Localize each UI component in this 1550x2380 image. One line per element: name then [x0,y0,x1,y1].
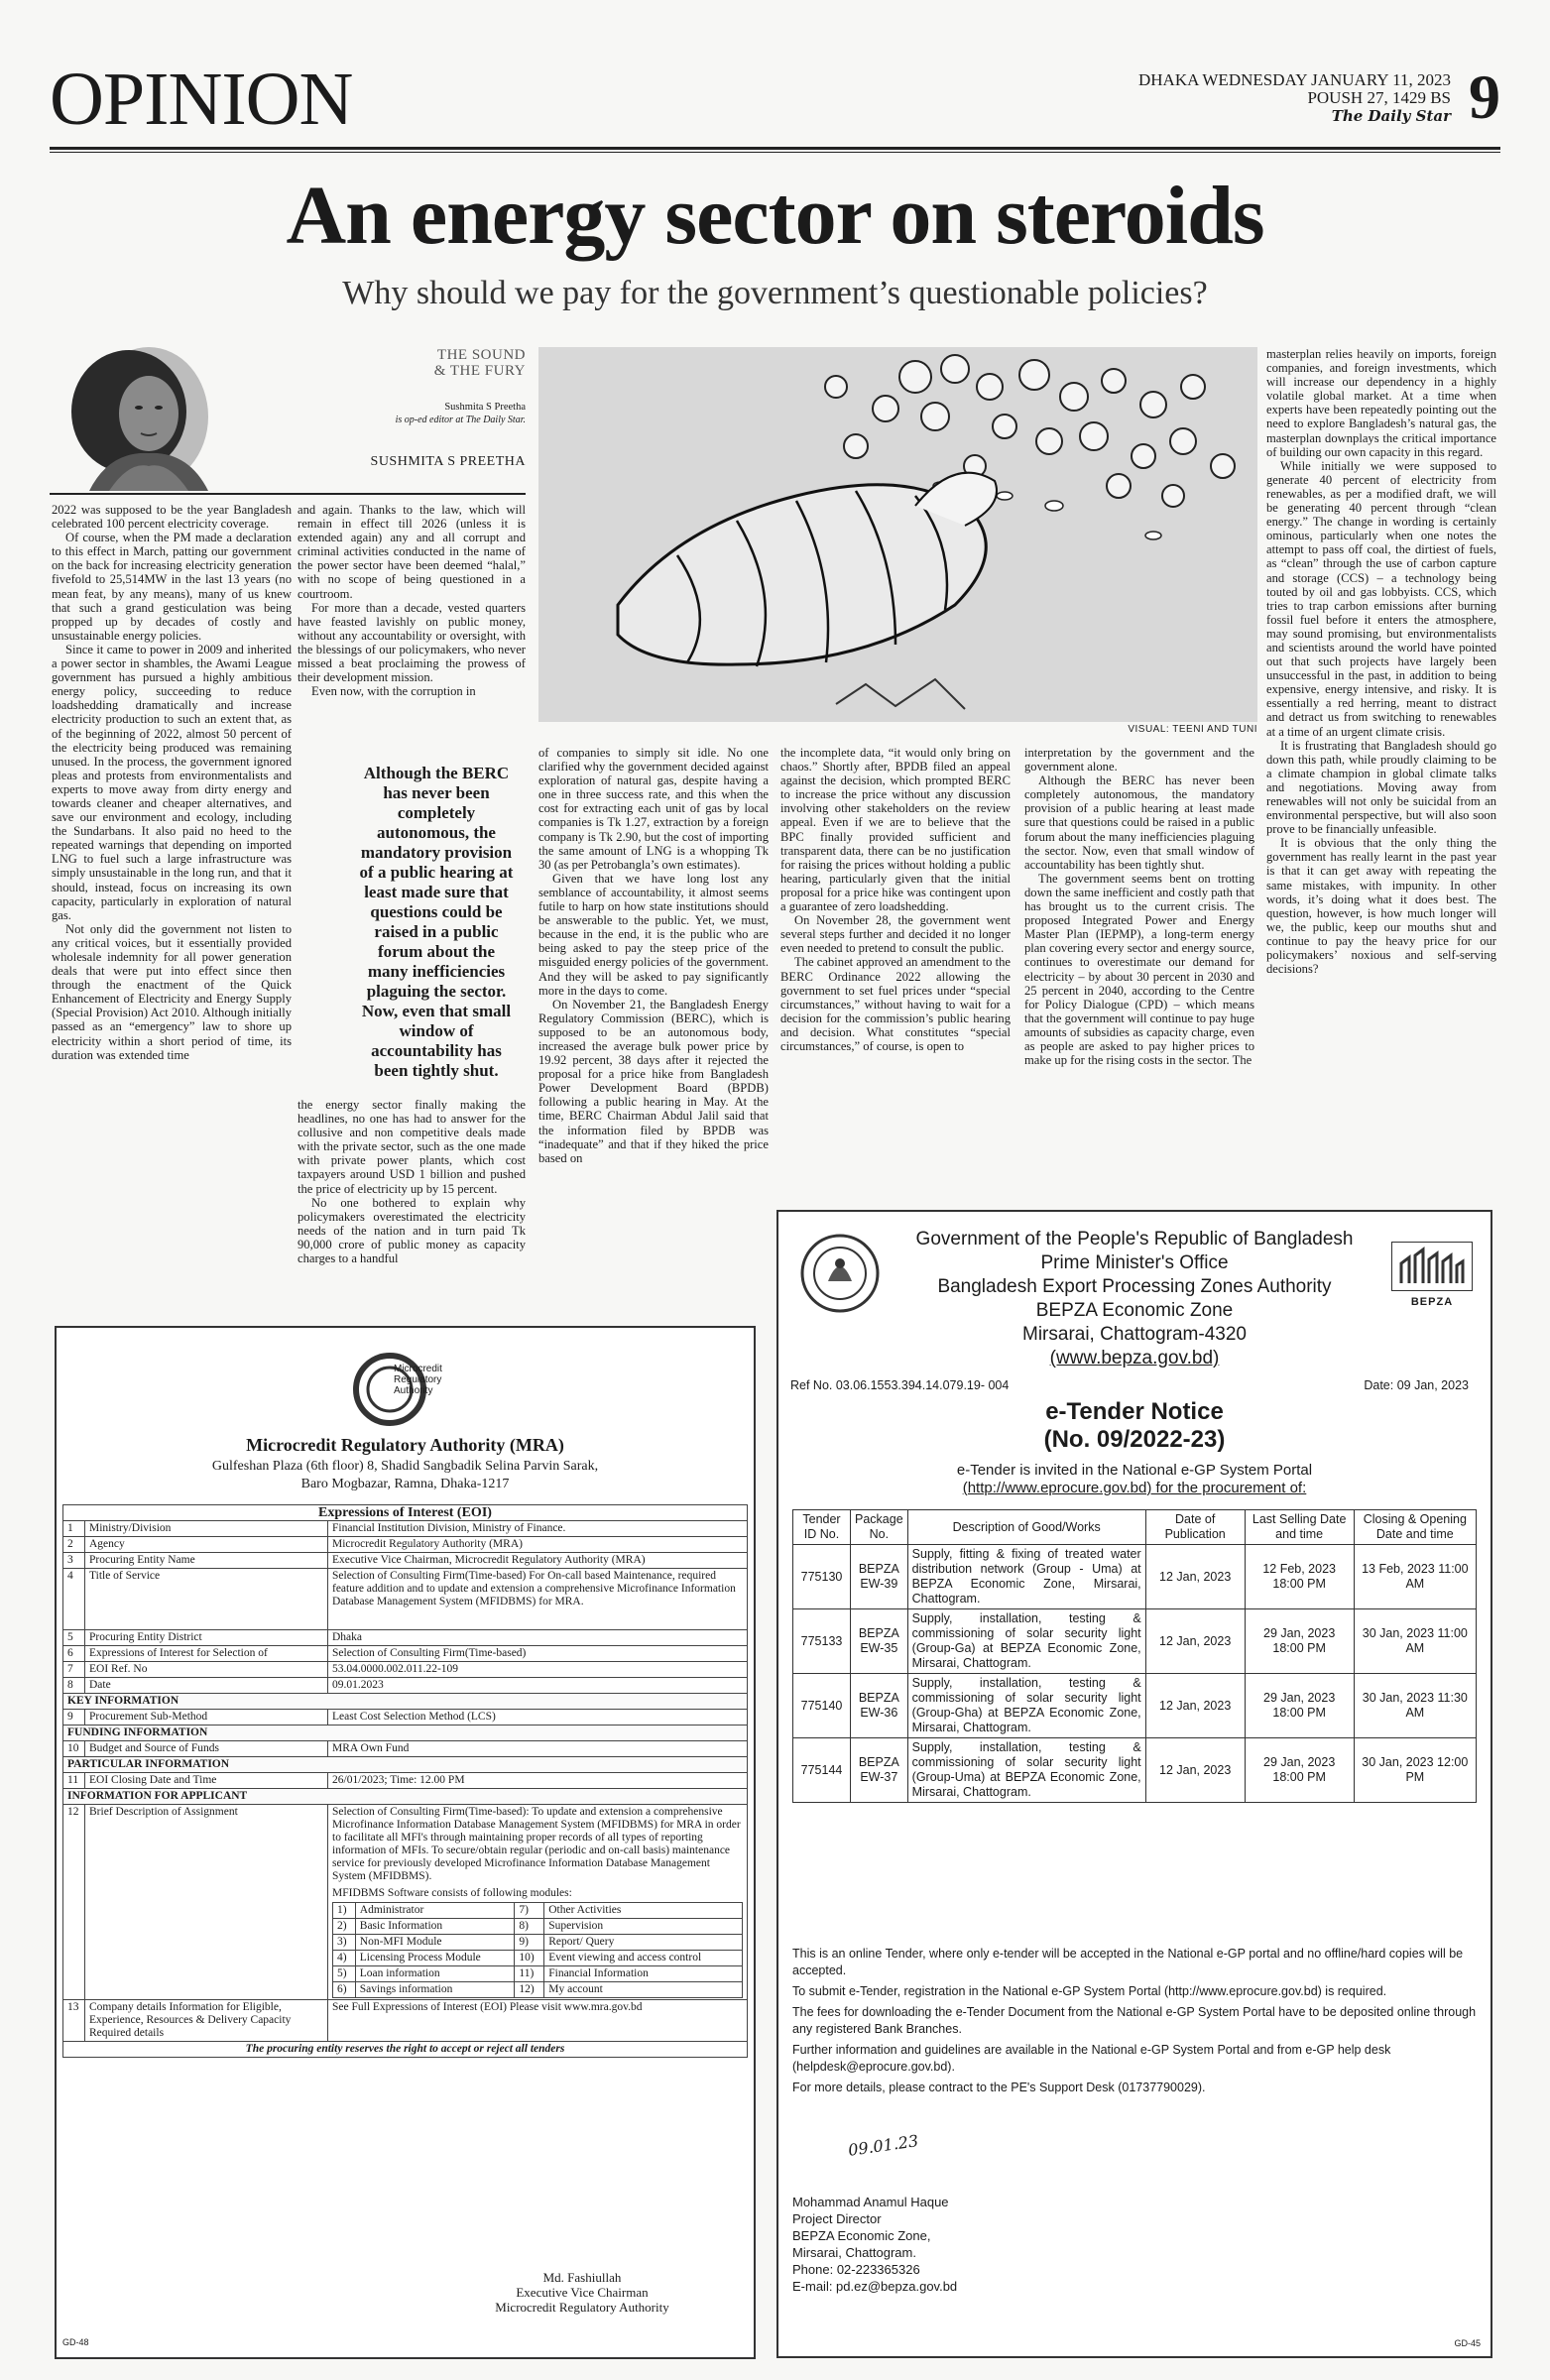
illustration [538,347,1257,722]
paragraph: Although the BERC has never been completely autonomous, the mandatory provision of a public hearing at least made sure that questions could be raised in a public forum about the many inefficiencies plaguing the sector. Now, even that small window of accountability has been tightly shut. [1024,774,1254,872]
paragraph: On November 28, the government went several steps further and decided it no longer even needed to pretend to consult the public. [780,913,1011,956]
paragraph: On November 21, the Bangladesh Energy Regulatory Commission (BERC), which is supposed to be an autonomous body, increased the average bulk power price by 19.92 percent, 38 days after it rejected the proposal for a price hike from Bangladesh Power Development Board (BPDB) following a public hearing in May. At the time, BERC Chairman Abdul Jalil said that the information filed by BPDB was “inadequate” and that if they hiked the price based on [538,997,769,1165]
ref-number: Ref No. 03.06.1553.394.14.079.19- 004 [790,1378,1010,1392]
table-row: 775144 BEPZA EW-37 Supply, installation, testing & commissioning of solar security light (Group-Uma) at BEPZA Economic Zone, Mirsarai, Chattogram. 12 Jan, 2023 29 Jan, 2023 18:00 PM 30 Jan, 2023 12:00 PM [793,1738,1477,1803]
table-row: 12 Brief Description of Assignment Selection of Consulting Firm(Time-based): To update and extension a comprehensive Microfinance Information Database Management System (MFIDBMS) for MRA in order to facilitate all MFI's through maintaining proper records of all types of reporting information of MFIs. To secure/obtain regular (periodic and on-call basis) maintenance service for previously developed Microfinance Information Database Management System (MFIDBMS). MFIDBMS Software consists of following modules: 1) Administrator 7) Other Activities 2) Basic Information 8) Supervision 3) Non-MFI Module 9) Report/ Query 4) Licensing Process Module 10) Event viewing and access control 5) Loan information 11) Financial Information 6) Savings information 12) My account [63,1805,748,2000]
table-row: 3 Procuring Entity Name Executive Vice Chairman, Microcredit Regulatory Authority (MRA) [63,1553,748,1569]
table-row: 4 Title of Service Selection of Consulting Firm(Time-based) For On-call based Maintenance, required feature addition and to update and extension a comprehensive Microfinance Information Database Management System (MFIDBMS) for MRA. [63,1569,748,1630]
bepza-signatory: Mohammad Anamul Haque Project Director BEPZA Economic Zone, Mirsarai, Chattogram. Phone: 02-223365326 E-mail: pd.ez@bepza.gov.bd [792,2195,958,2294]
author-photo [50,342,248,491]
table-row: 5 Procuring Entity District Dhaka [63,1630,748,1646]
table-row: 775130 BEPZA EW-39 Supply, fitting & fixing of treated water distribution network (Group - Uma) at BEPZA Economic Zone, Mirsarai, Chattogram. 12 Jan, 2023 12 Feb, 2023 18:00 PM 13 Feb, 2023 11:00 AM [793,1545,1477,1609]
table-row: 9 Procurement Sub-Method Least Cost Selection Method (LCS) [63,1710,748,1726]
invitation: e-Tender is invited in the National e-GP System Portal (http://www.eprocure.gov.bd) for the procurement of: [956,1462,1313,1496]
mra-address-1: Gulfeshan Plaza (6th floor) 8, Shadid Sangbadik Selina Parvin Sarak, [211,1459,599,1474]
table-header-row: Tender ID No. Package No. Description of Good/Works Date of Publication Last Selling Date and time Closing & Opening Date and time [793,1510,1477,1545]
table-row: 6 Expressions of Interest for Selection of Selection of Consulting Firm(Time-based) [63,1646,748,1662]
author-name: SUSHMITA S PREETHA [370,454,526,469]
table-row: 13 Company details Information for Eligible, Experience, Resources & Delivery Capacity Required details See Full Expressions of Interest (EOI) Please visit www.mra.gov.bd [63,2000,748,2042]
page-number: 9 [1469,61,1500,132]
paragraph: While initially we were supposed to generate 40 percent of electricity from renewables, as per a modified draft, we will be generating 40 percent through “clean energy.” The change in wording is certainly ominous, particularly when one notes the attempt to pass off coal, the dirtiest of fuels, as “clean” through the use of carbon capture and storage (CCS) – a technology being touted by oil and gas lobbyists. CCS, which tries to trap carbon emissions after burning fossil fuel before it enters the atmosphere, may sound promising, but environmentalists and scientists around the world have pointed out that such projects have largely been unsuccessful in the past, in addition to being expensive, energy intensive, and risky. It is essentially a red herring, meant to distract and detract us from switching to renewables at a time of an urgent climate crisis. [1266,458,1496,739]
paragraph: masterplan relies heavily on imports, foreign companies, and foreign investments, which will increase our dependency in a highly volatile global market. At a time when experts have been repeatedly pointing out the need to explore Bangladesh’s natural gas, the masterplan downplays the critical importance of building our own capacity in this regard. [1266,347,1496,459]
bepza-header: Government of the People's Republic of Bangladesh Prime Minister's Office Bangladesh Export Processing Zones Authority BEPZA Economic Zone Mirsarai, Chattogram-4320 (www.bepza.gov.bd) [915,1229,1354,1368]
notice-title: e-Tender Notice (No. 09/2022-23) [1043,1398,1226,1453]
notice-date: Date: 09 Jan, 2023 [1364,1378,1469,1392]
mra-address-2: Baro Mogbazar, Ramna, Dhaka-1217 [300,1477,510,1491]
visual-credit: VISUAL: TEENI AND TUNI [1128,724,1257,735]
signature: 09.01.23 [847,2131,920,2160]
paragraph: of companies to simply sit idle. No one clarified why the government decided against exploration of natural gas, despite having a one in three success rate, and this when the cost for extracting each unit of gas by local companies is Tk 1.27, extraction by a foreign company is Tk 2.90, but the cost of importing the same amount of LNG is a whopping Tk 30 (as per Petrobangla’s own estimates). [538,746,769,872]
section-title: OPINION [50,58,353,141]
tender-table [792,1509,1477,1803]
modules-table: 1) Administrator 7) Other Activities 2) Basic Information 8) Supervision 3) Non-MFI Module 9) Report/ Query 4) Licensing Process Module 10) Event viewing and access control 5) Loan information 11) Financial Information 6) Savings information 12) My account [332,1902,743,1998]
article-column-2b [298,1098,526,1326]
article-column-6 [1266,347,1496,1202]
section-row: KEY INFORMATION [63,1694,748,1710]
table-row: 11 EOI Closing Date and Time 26/01/2023; Time: 12.00 PM [63,1773,748,1789]
ad-code: GD-45 [1454,2338,1481,2348]
mra-title: Microcredit Regulatory Authority (MRA) [246,1435,564,1455]
table-row: 7 EOI Ref. No 53.04.0000.002.011.22-109 [63,1662,748,1678]
paragraph: Given that we have long lost any semblance of accountability, it almost seems futile to harp on how state institutions should be answerable to the public. Yet, we must, because in the end, it is the public who are being asked to pay the steep price of the misguided energy policies of the government. And they will be asked to pay significantly more in the days to come. [538,871,769,998]
dateline [1138,71,1451,125]
author-small: Sushmita S Preetha [444,402,526,413]
paragraph: Of course, when the PM made a declaration to this effect in March, patting our government on the back for increasing electricity generation fivefold to 25,514MW in the last 13 years (no mean feat, by any means), many of us knew that such a grand gesticulation was being propped up by decades of costly and unsustainable energy policies. [52,531,292,643]
section-row: INFORMATION FOR APPLICANT [63,1789,748,1805]
date: DHAKA WEDNESDAY JANUARY 11, 2023 [1138,70,1451,89]
reserve-note: The procuring entity reserves the right to accept or reject all tenders [63,2042,748,2058]
table-row: 10 Budget and Source of Funds MRA Own Fund [63,1741,748,1757]
paragraph: Since it came to power in 2009 and inherited a power sector in shambles, the Awami League government has pursued a highly ambitious energy policy, succeeding to reduce loadshedding dramatically and increase electricity production to such an extent that, as of the beginning of 2022, almost 50 percent of the electricity being produced was remaining unused. In the process, the government ignored pleas and protests from environmentalists and experts to move away from dirty energy and towards cleaner and cheaper alternatives, and save our environment and ecology, including the Sundarbans. It also paid no heed to the repeated warnings that depending on imported LNG to fuel such a large infrastructure was simply unsustainable in the long run, and that it should, instead, focus on increasing its own capacity, particularly in exploration of natural gas. [52,642,292,922]
table-row: 8 Date 09.01.2023 [63,1678,748,1694]
mra-advertisement [55,1326,756,2359]
eoi-table [62,1504,748,2058]
table-row: 775140 BEPZA EW-36 Supply, installation, testing & commissioning of solar security light (Group-Gha) at BEPZA Economic Zone, Mirsarai, Chattogram. 12 Jan, 2023 29 Jan, 2023 18:00 PM 30 Jan, 2023 11:30 AM [793,1674,1477,1738]
article-column-3 [538,746,769,1326]
author-note: is op-ed editor at The Daily Star. [395,415,526,425]
section-row: FUNDING INFORMATION [63,1726,748,1741]
table-row: 2 Agency Microcredit Regulatory Authority (MRA) [63,1537,748,1553]
eoi-heading: Expressions of Interest (EOI) [63,1505,748,1521]
paragraph: Not only did the government not listen to any critical voices, but it essentially provided wholesale indemnity for all power generation deals that were put into effect since then through the enactment of the Quick Enhancement of Electricity and Energy Supply (Special Provision) Act 2010. Although initially passed as an “emergency” law to shore up electricity within a short period of time, its duration was extended time [52,921,292,1062]
article-column-4 [780,746,1011,1202]
bepza-logo: BEPZA [1391,1242,1473,1311]
paragraph: It is obvious that the only thing the government has really learnt in the past year is that it can get away with repeating the same mistakes, with impunity. In other words, it’s doing what it does best. The question, however, is how much longer will we, the public, keep our mouths shut and continue to pay the heavy price for our policymakers’ noxious and self-serving decisions? [1266,836,1496,977]
paper-name: The Daily Star [1331,107,1451,125]
column-title: THE SOUND & THE FURY [433,347,526,379]
ad-code: GD-48 [62,2337,89,2347]
masthead-rule [50,147,1500,150]
article-column-2a [298,503,526,741]
paragraph: For more than a decade, vested quarters have feasted lavishly on public money, without any accountability or oversight, with the blessings of our policymakers, who never missed a beat proclaiming the prowess of their development mission. [298,600,526,685]
headline: An energy sector on steroids [286,170,1264,262]
paragraph: 2022 was supposed to be the year Bangladesh celebrated 100 percent electricity coverage. [52,503,292,532]
masthead-rule-thin [50,152,1500,153]
mra-signature: Md. Fashiullah Executive Vice Chairman Microcredit Regulatory Authority [495,2270,669,2315]
paragraph: The government seems bent on trotting down the same inefficient and costly path that has brought us to the current crisis. The proposed Integrated Power and Energy Master Plan (IEPMP), a long-term energy plan covering every sector and energy source, continues to overestimate our demand for electricity – by about 30 percent in 2030 and 25 percent in 2040, according to the Centre for Policy Dialogue (CPD) – which means that the government will continue to pay huge amounts of subsidies as capacity charge, even as people are asked to pay higher prices to make up for the rising costs in the sector. The [1024,871,1254,1068]
paragraph: No one bothered to explain why policymakers overestimated the electricity needs of the nation and in turn paid Tk 90,000 crore of public money as capacity charges to a handful [298,1195,526,1266]
bangla-date: POUSH 27, 1429 BS [1307,88,1451,107]
paragraph: the incomplete data, “it would only bring on chaos.” Shortly after, BPDB filed an appeal against the decision, which prompted BERC to increase the price without any discussion involving other stakeholders on the review appeal. Even if we are to believe that the BPC finally provided sufficient and transparent data, there can be no justification for raising the prices without holding a public hearing, particularly given that the initial proposal for a price hike was contingent upon a guarantee of zero loadshedding. [780,746,1011,914]
section-row: PARTICULAR INFORMATION [63,1757,748,1773]
mra-logo: Microcredit Regulatory Authority [350,1348,469,1431]
paragraph: the energy sector finally making the headlines, no one has had to answer for the collusive and non competitive deals made with the private sector, such as the one made with private power plants, which cost taxpayers around USD 1 billion and pushed the price of electricity up by 15 percent. [298,1098,526,1196]
paragraph: Even now, with the corruption in [311,684,476,699]
bepza-advertisement [776,1210,1492,2358]
pull-quote: Although the BERC has never been completely autonomous, the mandatory provision of a public hearing at least made sure that questions could be raised in a public forum about the many inefficiencies plaguing the sector. Now, even that small window of accountability has been tightly shut. [359,764,514,1080]
byline-rule [50,493,526,495]
tender-notes: This is an online Tender, where only e-tender will be accepted in the National e-GP portal and no offline/hard copies will be accepted. To submit e-Tender, registration in the National e-GP System Portal (http://www.eprocure.gov.bd) is required. The fees for downloading the e-Tender Document from the National e-GP System Portal have to be deposited online through any registered Bank Branches. Further information and guidelines are available in the National e-GP System Portal and from e-GP help desk (helpdesk@eprocure.gov.bd). For more details, please contract to the PE's Support Desk (01737790029). [792,1947,1477,2094]
deck: Why should we pay for the government’s questionable policies? [342,275,1208,311]
table-row: 1 Ministry/Division Financial Institution Division, Ministry of Finance. [63,1521,748,1537]
paragraph: interpretation by the government and the government alone. [1024,746,1254,774]
article-column-5 [1024,746,1254,1202]
paragraph: The cabinet approved an amendment to the BERC Ordinance 2022 allowing the government to set fuel prices under “special circumstances,” without having to wait for a decision for the commission’s public hearing and decision. What constitutes “special circumstances,” of course, is open to [780,955,1011,1053]
table-row: 775133 BEPZA EW-35 Supply, installation, testing & commissioning of solar security light (Group-Ga) at BEPZA Economic Zone, Mirsarai, Chattogram. 12 Jan, 2023 29 Jan, 2023 18:00 PM 30 Jan, 2023 11:00 AM [793,1609,1477,1674]
paragraph: It is frustrating that Bangladesh should go down this path, while proudly claiming to be a climate champion in global climate talks and negotiations. Moving away from renewables will not only be suicidal from an environmental perspective, but will also soon prove to be financially unfeasible. [1266,738,1496,837]
article-column-1 [52,503,292,1326]
paragraph: and again. Thanks to the law, which will remain in effect till 2026 (unless it is extended again) any and all corrupt and criminal activities conducted in the name of the power sector have been deemed “halal,” with no scope of being questioned in a courtroom. [298,503,526,601]
